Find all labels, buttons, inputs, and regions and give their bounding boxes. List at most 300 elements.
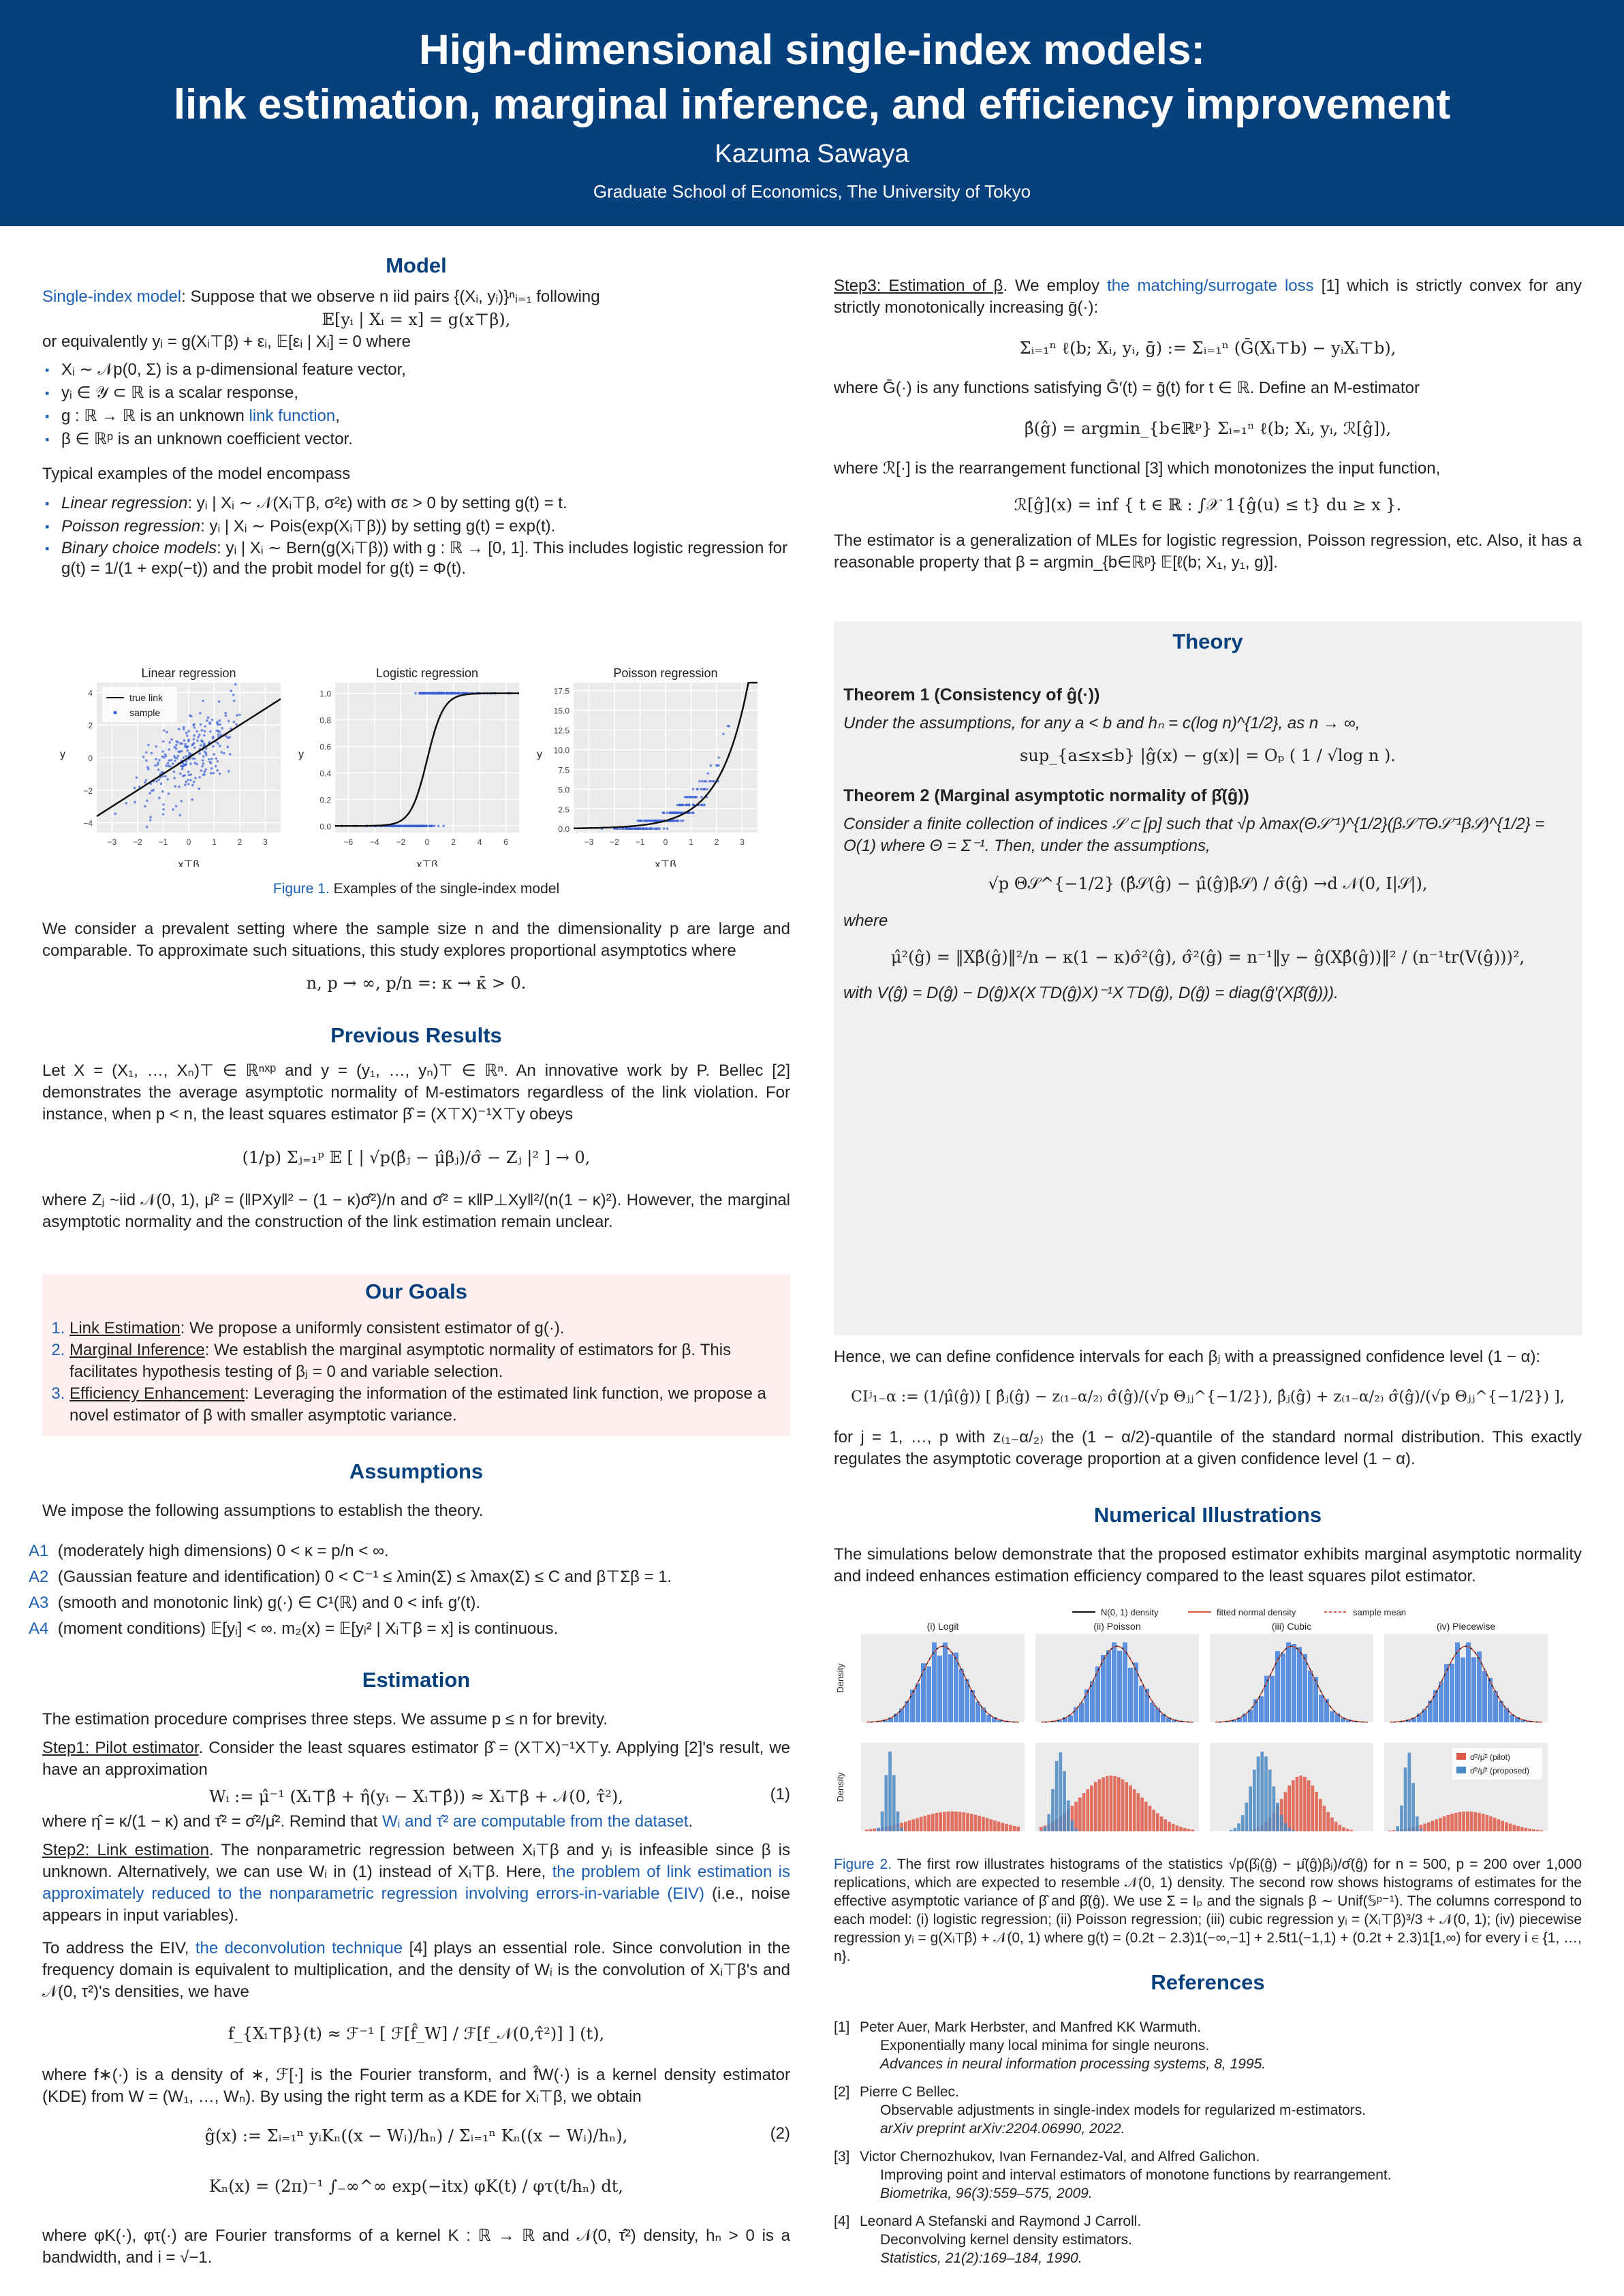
- deconvolution-equation: f_{Xᵢ⊤β}(t) ≈ ℱ⁻¹ [ ℱ[f̂_W] / ℱ[f_𝒩(0,τ̂²)] ] (t),: [228, 2024, 605, 2043]
- sample-point: [228, 770, 230, 773]
- histogram-bar: [1433, 1690, 1438, 1722]
- model-assumption-list: [42, 358, 790, 451]
- histogram-bar-proposed: [1047, 1814, 1050, 1831]
- sample-point: [238, 713, 241, 716]
- histogram-bar-pilot: [920, 1817, 923, 1831]
- sample-point: [193, 758, 196, 760]
- y-tick-label: 0.2: [319, 795, 331, 805]
- histogram-bar-proposed: [892, 1775, 896, 1831]
- x-tick-label: 3: [740, 837, 745, 847]
- sample-point: [153, 789, 155, 792]
- sample-point: [181, 768, 184, 771]
- histogram-bar: [1461, 1658, 1465, 1722]
- x-tick-label: −2: [610, 837, 619, 847]
- x-tick-label: 4: [477, 837, 482, 847]
- sample-point: [202, 756, 205, 758]
- equation-1: Wᵢ := μ̂⁻¹ (Xᵢ⊤β̂ + η̂(yᵢ − Xᵢ⊤β̂)) ≈ Xᵢ⊤β + 𝒩(0, τ̂²), (1): [208, 1785, 790, 1806]
- x-tick-label: −4: [370, 837, 379, 847]
- sample-point: [194, 777, 197, 779]
- histogram-bar-pilot: [997, 1822, 1001, 1831]
- x-tick-label: 0: [186, 837, 191, 847]
- kernel-equation: Kₙ(x) = (2π)⁻¹ ∫₋∞^∞ exp(−itx) φK(t) / φτ(t/hₙ) dt,: [208, 2177, 624, 2196]
- histogram-bar: [1482, 1671, 1487, 1722]
- histogram-bar-proposed: [896, 1812, 900, 1831]
- sample-point: [145, 751, 148, 754]
- list-item: ▪ Binary choice models: yᵢ | Xᵢ ∼ Bern(g(Xᵢ⊤β)) with g : ℝ → [0, 1]. This includes logistic regression for g(t) = 1/(1 + exp(−t)) and the probit model for g(t) = Φ(t).: [61, 538, 790, 579]
- histogram-bar-pilot: [974, 1815, 978, 1831]
- sample-point: [653, 820, 655, 822]
- legend-label: sample mean: [1353, 1607, 1407, 1617]
- y-tick-label: 1.0: [319, 689, 331, 699]
- histogram-bar-pilot: [1292, 1780, 1295, 1831]
- sample-point: [704, 788, 706, 791]
- model-examples: [42, 492, 790, 579]
- histogram-bar-pilot: [1106, 1776, 1109, 1831]
- equation-2: ĝ(x) := Σᵢ₌₁ⁿ yᵢKₙ((x − Wᵢ)/hₙ) / Σᵢ₌₁ⁿ Kₙ((x − Wᵢ)/hₙ), (2): [204, 2124, 790, 2145]
- sample-point: [155, 745, 157, 748]
- eiv-text: To address the EIV, the deconvolution technique [4] plays an essential role. Since convolution in the frequency domain is equivalent to multiplication, and the density of Wᵢ is the convolution of Xᵢ⊤β's and 𝒩(0, τ²)'s densities, we have: [42, 1939, 791, 2001]
- sample-point: [700, 788, 702, 791]
- sample-point: [216, 722, 219, 725]
- histogram-bar-pilot: [1187, 1829, 1191, 1831]
- histogram-bar: [1308, 1671, 1313, 1722]
- histogram-bar-pilot: [1346, 1829, 1349, 1831]
- sample-point: [189, 779, 192, 781]
- sample-point: [676, 820, 679, 822]
- histogram-bar-pilot: [1013, 1826, 1016, 1831]
- sample-point: [142, 756, 145, 758]
- sample-point: [178, 814, 181, 817]
- sample-point: [174, 785, 177, 788]
- sample-point: [149, 816, 152, 818]
- y-axis-label: y: [298, 749, 304, 760]
- histogram-bar-pilot: [1473, 1812, 1477, 1831]
- x-tick-label: −1: [635, 837, 645, 847]
- sample-point: [224, 712, 227, 715]
- sample-point: [211, 719, 214, 722]
- panel-title: Poisson regression: [613, 666, 718, 680]
- sample-point: [673, 811, 676, 814]
- x-axis-label: x⊤β: [416, 859, 438, 867]
- histogram-bar: [1128, 1668, 1133, 1722]
- sample-point: [205, 769, 208, 771]
- sample-point: [187, 783, 190, 786]
- sample-point: [685, 804, 688, 807]
- sample-point: [186, 734, 189, 737]
- sample-point: [212, 745, 215, 748]
- histogram-bar: [1466, 1643, 1471, 1722]
- poster-title-line1: High-dimensional single-index models:: [418, 27, 1206, 74]
- sample-point: [213, 753, 215, 756]
- histogram-bar-pilot: [1482, 1814, 1485, 1831]
- histogram-bar: [1330, 1711, 1334, 1722]
- histogram-bar: [1123, 1643, 1127, 1722]
- histogram-bar-pilot: [908, 1820, 911, 1831]
- histogram-bar: [981, 1707, 986, 1722]
- histogram-bar-pilot: [1427, 1822, 1431, 1831]
- sample-point: [208, 722, 211, 724]
- list-item: ▪ Linear regression: yᵢ | Xᵢ ∼ 𝒩(Xᵢ⊤β, σ²ε) with σε > 0 by setting g(t) = t.: [61, 492, 790, 515]
- sample-point: [161, 756, 164, 758]
- sample-point: [192, 724, 195, 727]
- list-item: ▪ Poisson regression: yᵢ | Xᵢ ∼ Pois(exp(Xᵢ⊤β)) by setting g(t) = exp(t).: [61, 515, 790, 538]
- sample-point: [155, 758, 157, 760]
- histogram-bar-pilot: [989, 1819, 993, 1831]
- histogram-bar: [1090, 1681, 1095, 1722]
- author: Kazuma Sawaya: [715, 140, 909, 168]
- sample-point: [234, 683, 237, 686]
- histogram-bar-pilot: [1179, 1827, 1183, 1831]
- y-tick-label: 0.0: [319, 822, 331, 832]
- histogram-bar-pilot: [1540, 1830, 1543, 1831]
- legend-marker: [1456, 1753, 1466, 1760]
- sample-point: [218, 730, 221, 733]
- histogram-bar-pilot: [1110, 1775, 1113, 1831]
- histogram-bar-pilot: [1486, 1815, 1489, 1831]
- assumptions-list: [29, 1538, 790, 1642]
- y-tick-label: 15.0: [553, 706, 569, 716]
- sample-point: [188, 752, 191, 755]
- sample-point: [175, 805, 178, 807]
- sample-point: [433, 692, 435, 695]
- histogram-bar-pilot: [1129, 1786, 1132, 1831]
- sample-point: [174, 760, 176, 762]
- y-tick-label: 10.0: [553, 745, 569, 756]
- histogram-bar-pilot: [1516, 1826, 1520, 1831]
- sample-point: [210, 758, 213, 760]
- histogram-bar: [937, 1656, 942, 1722]
- sample-point: [443, 692, 446, 695]
- histogram-bar-pilot: [1323, 1806, 1326, 1831]
- sample-point: [154, 764, 157, 767]
- section-references: [834, 1970, 1582, 2277]
- sample-point: [638, 820, 641, 822]
- sample-point: [223, 752, 225, 755]
- model-typical: Typical examples of the model encompass: [42, 465, 351, 483]
- histogram-bar: [1292, 1644, 1296, 1722]
- histogram-bar-proposed: [1055, 1761, 1059, 1831]
- list-item: ▪ yᵢ ∈ 𝒴 ⊂ ℝ is a scalar response,: [61, 382, 790, 405]
- sample-point: [149, 819, 152, 822]
- sample-point: [414, 692, 417, 695]
- y-tick-label: 0.8: [319, 715, 331, 726]
- histogram-bar-pilot: [869, 1829, 873, 1831]
- histogram-bar-pilot: [1338, 1825, 1341, 1831]
- sample-point: [217, 733, 220, 736]
- sample-point: [193, 738, 196, 741]
- sample-point: [717, 756, 720, 759]
- histogram-bar-pilot: [986, 1818, 989, 1831]
- figure-2-caption: Figure 2. The first row illustrates histograms of the statistics √p(β̂ⱼ(ĝ) − μ̂(ĝ)βⱼ)/σ̂(ĝ) for n = 500, p = 200 over 1,000 replications, which are expected to resemble 𝒩(0, 1) density. The second row shows histograms of estimates for the effective asymptotic variance of β̂ and β̂(ĝ). We use Σ = Iₚ and the signals β ∼ Unif(𝕊ᵖ⁻¹). The columns correspond to each model: (i) logistic regression; (ii) Poisson regression; (iii) cubic regression yᵢ = (Xᵢ⊤β)³/3 + 𝒩(0, 1); (iv) piecewise regression yᵢ = g(Xᵢ⊤β) + 𝒩(0, 1) where g(t) = (0.2t − 2.3)1(−∞,−1] + 2.5t1(−1,1) + (0.2t + 2.3)1[1,∞) for every i ∈ {1, …, n}.: [834, 1857, 1582, 1964]
- x-tick-label: −6: [343, 837, 354, 847]
- histogram-bar-pilot: [924, 1816, 927, 1831]
- sample-point: [175, 747, 178, 750]
- histogram-bar-pilot: [1149, 1806, 1152, 1831]
- sample-point: [170, 759, 173, 762]
- histogram-bar-pilot: [916, 1818, 919, 1831]
- sample-point: [233, 700, 236, 702]
- sample-point: [219, 745, 221, 747]
- histogram-bar-pilot: [1102, 1778, 1105, 1831]
- histogram-bar: [1117, 1651, 1122, 1722]
- sample-point: [187, 740, 190, 743]
- sample-point: [425, 692, 428, 695]
- sample-point: [134, 787, 136, 790]
- histogram-bar-pilot: [1172, 1824, 1175, 1831]
- histogram-bar: [1068, 1716, 1073, 1722]
- sample-point: [146, 799, 149, 802]
- list-item: 2. Marginal Inference: We establish the marginal asymptotic normality of estimators for β. This facilitates hypothesis testing of βⱼ = 0 and variable selection.: [69, 1339, 790, 1383]
- histogram-bar: [1259, 1696, 1264, 1722]
- histogram-bar-pilot: [865, 1829, 869, 1831]
- sample-point: [170, 739, 173, 741]
- histogram-bar-pilot: [1082, 1793, 1086, 1831]
- histogram-bar-pilot: [1121, 1780, 1125, 1831]
- theorem-1-text: Under the assumptions, for any a < b and hₙ = c(log n)^{1/2}, as n → ∞,: [843, 714, 1360, 732]
- sample-point: [431, 824, 434, 827]
- sample-point: [147, 744, 150, 747]
- step1-after: where η̂ = κ/(1 − κ) and τ̂² = σ̂²/μ̂². Remind that Wᵢ and τ̂² are computable from the dataset.: [42, 1812, 693, 1831]
- histogram-bar-pilot: [958, 1812, 962, 1831]
- histogram-bar-pilot: [1350, 1830, 1354, 1831]
- sample-point: [217, 760, 219, 762]
- sample-point: [146, 826, 149, 828]
- sample-point: [722, 732, 725, 735]
- x-tick-label: 2: [237, 837, 243, 847]
- sample-point: [692, 804, 695, 807]
- section-numerical: [834, 1250, 1582, 1966]
- sample-point: [185, 755, 187, 758]
- sample-point: [183, 739, 186, 742]
- sample-point: [164, 775, 167, 777]
- sample-point: [225, 735, 228, 738]
- poster-header: [0, 0, 1624, 226]
- section-heading: Model: [386, 253, 447, 277]
- histogram-bar-pilot: [1431, 1820, 1435, 1831]
- sample-point: [199, 712, 202, 715]
- sample-point: [175, 744, 178, 747]
- x-tick-label: −1: [158, 837, 168, 847]
- y-axis-label: Density: [835, 1772, 845, 1802]
- sample-point: [180, 800, 183, 803]
- sample-point: [183, 774, 186, 777]
- assumptions-intro: We impose the following assumptions to establish the theory.: [42, 1502, 484, 1520]
- sample-point: [161, 750, 164, 753]
- loss-equation: Σᵢ₌₁ⁿ ℓ(b; Xᵢ, yᵢ, ḡ) := Σᵢ₌₁ⁿ (Ḡ(Xᵢ⊤b) − yᵢXᵢ⊤b),: [1019, 339, 1396, 358]
- sample-point: [706, 788, 708, 791]
- sample-point: [228, 736, 231, 739]
- y-tick-label: 0: [88, 754, 93, 763]
- model-intro: Single-index model: Suppose that we observe n iid pairs {(Xᵢ, yᵢ)}ⁿᵢ₌₁ following: [42, 288, 600, 306]
- sample-point: [672, 820, 674, 822]
- section-theory: [834, 621, 1582, 1335]
- histogram-bar-pilot: [1528, 1829, 1531, 1831]
- sample-point: [713, 780, 715, 783]
- sample-point: [200, 744, 202, 747]
- list-item: A3 (smooth and monotonic link) g(·) ∈ C¹(ℝ) and 0 < infₜ g′(t).: [29, 1594, 481, 1612]
- ci-after: for j = 1, …, p with z₍₁₋α/₂₎ the (1 − α/2)-quantile of the standard normal distribution. This exactly regulates the asymptotic coverage proportion at a given confidence level (1 − α).: [834, 1428, 1582, 1468]
- histogram-bar: [916, 1683, 920, 1722]
- sample-point: [207, 716, 210, 719]
- histogram-bar-pilot: [1330, 1818, 1334, 1831]
- sample-point: [185, 781, 187, 784]
- sample-point: [168, 748, 170, 751]
- histogram-bar-proposed: [1059, 1752, 1063, 1831]
- x-tick-label: 6: [503, 837, 509, 847]
- sample-point: [191, 798, 193, 801]
- sample-point: [218, 719, 221, 722]
- sample-point: [433, 824, 436, 827]
- figure-1-caption: Figure 1. Examples of the single-index model: [272, 881, 560, 897]
- sample-point: [209, 730, 212, 733]
- sample-point: [202, 759, 204, 762]
- sample-point: [189, 714, 191, 717]
- list-item: ▪ Xᵢ ∼ 𝒩p(0, Σ) is a p-dimensional feature vector,: [61, 358, 790, 382]
- histogram-bar-pilot: [1164, 1819, 1167, 1831]
- sample-point: [151, 752, 153, 755]
- histogram-bar: [948, 1654, 953, 1722]
- sample-point: [187, 779, 189, 781]
- sample-point: [193, 734, 196, 737]
- sample-point: [666, 811, 668, 814]
- sample-point: [634, 827, 637, 830]
- affiliation: Graduate School of Economics, The University of Tokyo: [593, 181, 1031, 202]
- list-item: [4] Leonard A Stefanski and Raymond J Carroll. Deconvolving kernel density estimators. Statistics, 21(2):169–184, 1990.: [834, 2214, 1142, 2266]
- y-tick-label: 5.0: [558, 785, 569, 795]
- previous-text: Let X = (X₁, …, Xₙ)⊤ ∈ ℝⁿˣᵖ and y = (y₁, …, yₙ)⊤ ∈ ℝⁿ. An innovative work by P. Bellec [2] demonstrates the average asymptotic normality of M-estimators regardless of the link violation. For instance, when p < n, the least squares estimator β̂ = (X⊤X)⁻¹X⊤y obeys: [42, 1061, 790, 1123]
- sample-point: [198, 734, 201, 736]
- sample-point: [198, 788, 200, 790]
- figure-1-plots: [42, 662, 790, 867]
- histogram-bar-pilot: [935, 1813, 939, 1831]
- histogram-bar-proposed: [1253, 1769, 1256, 1831]
- sample-point: [188, 774, 191, 777]
- histogram-bar-proposed: [1241, 1815, 1245, 1831]
- sample-point: [625, 827, 628, 830]
- legend-label: sample: [129, 707, 161, 718]
- sample-point: [168, 792, 170, 795]
- histogram-bar-proposed: [1404, 1767, 1407, 1831]
- histogram-bar-pilot: [1520, 1827, 1524, 1831]
- reference-list: [834, 2018, 1582, 2267]
- x-axis-label: x⊤β: [655, 859, 676, 867]
- poster-title-line2: link estimation, marginal inference, and efficiency improvement: [173, 81, 1451, 128]
- sample-point: [183, 726, 185, 728]
- x-tick-label: −2: [396, 837, 406, 847]
- histogram-bar-pilot: [1001, 1822, 1005, 1831]
- histogram-bar-pilot: [1470, 1812, 1473, 1831]
- sample-point: [398, 824, 401, 827]
- sample-point: [204, 771, 206, 773]
- sample-point: [407, 824, 409, 827]
- sample-point: [125, 802, 127, 805]
- histogram-bar-pilot: [1532, 1829, 1535, 1831]
- y-axis-label: Density: [835, 1663, 845, 1693]
- histogram-bar-pilot: [1458, 1812, 1462, 1831]
- sample-point: [191, 784, 194, 787]
- sample-point: [646, 820, 649, 822]
- histogram-bar-pilot: [1287, 1786, 1291, 1831]
- rearrangement-equation: ℛ[ĝ](x) = inf { t ∈ ℝ : ∫𝒳 1{ĝ(u) ≤ t} du ≥ x }.: [1014, 495, 1402, 514]
- sample-point: [179, 773, 182, 775]
- histogram-bar: [1150, 1703, 1155, 1722]
- histogram-bar-pilot: [1392, 1830, 1396, 1831]
- histogram-bar-proposed: [1071, 1820, 1074, 1831]
- after-deconvolution: where f∗(·) is a density of ∗, ℱ[·] is the Fourier transform, and f̂W(·) is a kernel density estimator (KDE) from W = (W₁, …, Wₙ). By using the right term as a KDE for Xᵢ⊤β, we obtain: [42, 2066, 790, 2106]
- ci-text: Hence, we can define confidence intervals for each βⱼ with a preassigned confidence level (1 − α):: [834, 1348, 1541, 1366]
- histogram-bar-proposed: [1408, 1753, 1411, 1831]
- histogram-bar: [1134, 1662, 1138, 1722]
- sample-point: [216, 769, 219, 772]
- y-tick-label: 12.5: [553, 726, 569, 736]
- sample-point: [181, 743, 183, 745]
- x-tick-label: 0: [424, 837, 430, 847]
- legend-label: fitted normal density: [1217, 1607, 1296, 1617]
- histogram-bar-proposed: [1280, 1815, 1283, 1831]
- sample-point: [690, 796, 693, 798]
- sample-point: [165, 755, 168, 758]
- histogram-bar-proposed: [1237, 1823, 1240, 1831]
- sample-point: [219, 724, 221, 726]
- y-tick-label: 2: [88, 721, 93, 731]
- histogram-bar-pilot: [939, 1812, 942, 1831]
- histogram-bar-pilot: [1094, 1782, 1097, 1831]
- sample-point: [168, 741, 171, 744]
- list-item: 1. Link Estimation: We propose a uniformly consistent estimator of g(·).: [69, 1318, 790, 1339]
- panel-title: (ii) Poisson: [1093, 1621, 1141, 1632]
- sample-point: [698, 780, 701, 783]
- y-tick-label: −2: [83, 786, 93, 796]
- sample-point: [670, 811, 673, 814]
- histogram-bar-pilot: [947, 1812, 950, 1831]
- sample-point: [193, 726, 196, 729]
- sample-point: [227, 746, 230, 749]
- model-setting: [42, 918, 790, 995]
- histogram-bar: [1471, 1657, 1476, 1722]
- sample-point: [206, 719, 208, 722]
- histogram-bar-proposed: [1067, 1801, 1070, 1831]
- list-item: A1 (moderately high dimensions) 0 < κ = p/n < ∞.: [29, 1542, 389, 1560]
- sample-point: [173, 771, 176, 773]
- section-heading: Estimation: [362, 1668, 471, 1692]
- sample-point: [236, 714, 238, 717]
- sample-point: [183, 728, 185, 731]
- histogram-bar-proposed: [1276, 1803, 1279, 1831]
- x-tick-label: 1: [689, 837, 693, 847]
- theorem-1-equation: sup_{a≤x≤b} |ĝ(x) − g(x)| = Oₚ ( 1 / √log n ).: [1020, 746, 1396, 765]
- list-item: [1] Peter Auer, Mark Herbster, and Manfred KK Warmuth. Exponentially many local minima for single neurons. Advances in neural information processing systems, 8, 1995.: [834, 2019, 1266, 2072]
- histogram-bar-proposed: [1292, 1830, 1295, 1831]
- histogram-bar-pilot: [1152, 1810, 1155, 1831]
- step3-text2: where Ḡ(·) is any functions satisfying Ḡ′(t) = ḡ(t) for t ∈ ℝ. Define an M-estimator: [834, 379, 1420, 397]
- sample-point: [196, 739, 199, 742]
- histogram-bar-pilot: [1454, 1813, 1458, 1831]
- sample-point: [166, 731, 168, 734]
- sample-point: [184, 784, 187, 786]
- sample-point: [204, 730, 206, 732]
- histogram-bar: [975, 1702, 980, 1722]
- histogram-bar-proposed: [1245, 1803, 1249, 1831]
- sample-point: [691, 811, 694, 814]
- model-equivalent: or equivalently yᵢ = g(Xᵢ⊤β) + εᵢ, 𝔼[εᵢ | Xᵢ] = 0 where: [42, 332, 411, 351]
- histogram-bar-pilot: [1435, 1819, 1438, 1831]
- y-tick-label: 17.5: [553, 686, 569, 696]
- histogram-bar-pilot: [1160, 1816, 1164, 1831]
- legend-label: σ̂²/μ̂² (proposed): [1470, 1766, 1530, 1775]
- sample-point: [225, 715, 228, 717]
- histogram-bar-proposed: [1063, 1771, 1066, 1831]
- y-tick-label: −4: [83, 818, 93, 828]
